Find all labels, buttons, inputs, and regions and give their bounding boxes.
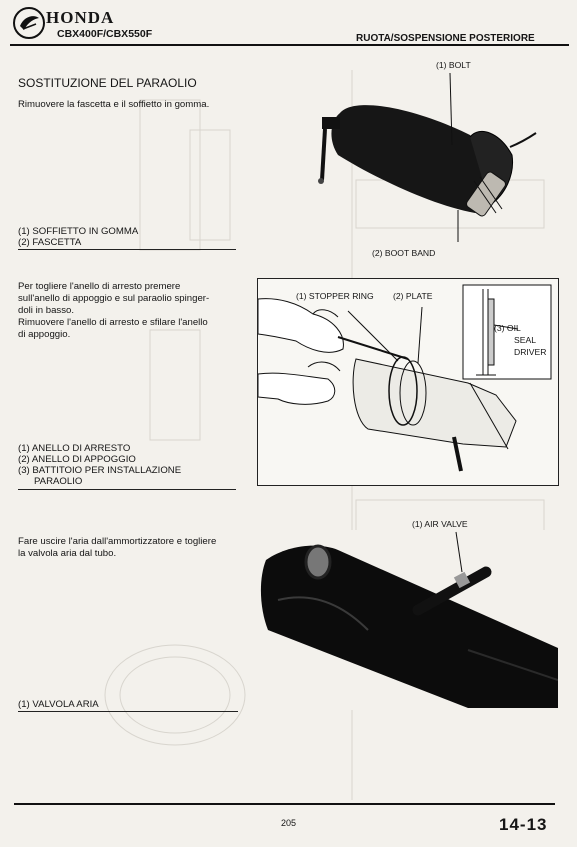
page-number: 205 [281,818,297,828]
leader-line [418,307,422,363]
legend-item: (2) FASCETTA [18,237,82,248]
label-plate: (2) PLATE [393,291,433,301]
step3-text [18,536,240,560]
text-line: la valvola aria dal tubo. [18,548,117,559]
stopper-ring-illustration [258,279,558,485]
step2-rule [18,489,236,490]
text-line: di appoggio. [18,329,71,340]
text-line: doli in basso. [18,305,74,316]
legend-item: PARAOLIO [34,476,83,487]
label-air-valve: (1) AIR VALVE [412,519,468,529]
figure-stopper-ring [257,278,559,486]
page-code: 14-13 [499,815,548,834]
text-line: Per togliere l'anello di arresto premere [18,281,181,292]
legend-item: (1) ANELLO DI ARRESTO [18,443,131,454]
step1-legend [18,226,138,248]
footer-rule [14,803,555,805]
legend-item: (1) SOFFIETTO IN GOMMA [18,226,139,237]
step2-legend [18,443,181,487]
legend-item: (3) BATTITOIO PER INSTALLAZIONE [18,465,182,476]
label-line: DRIVER [514,347,547,357]
shock-body-illustration [318,105,536,217]
label-oil-seal-driver [494,322,546,358]
label-bolt: (1) BOLT [436,60,471,70]
text-line: sull'anello di appoggio e sul paraolio spinger- [18,293,210,304]
header-rule [10,44,569,46]
step3-legend [18,699,99,710]
figure-air-valve [258,530,558,710]
page-title: SOSTITUZIONE DEL PARAOLIO [18,76,197,90]
honda-wing-logo [12,6,46,40]
step1-text: Rimuovere la fascetta e il soffietto in gomma. [18,99,210,110]
brand-name: HONDA [46,8,115,27]
text-line: Rimuovere l'anello di arresto e sfilare l'anello [18,317,208,328]
text-line: Fare uscire l'aria dall'ammortizzatore e togliere [18,536,217,547]
model-name: CBX400F/CBX550F [57,28,153,40]
label-stopper-ring: (1) STOPPER RING [296,291,374,301]
step3-rule [18,711,238,712]
label-line: SEAL [514,335,536,345]
legend-item: (2) ANELLO DI APPOGGIO [18,454,136,465]
leader-line [348,311,398,361]
legend-item: (1) VALVOLA ARIA [18,699,99,710]
step1-rule [18,249,236,250]
section-title: RUOTA/SOSPENSIONE POSTERIORE [356,33,535,44]
label-line: (3) OIL [494,323,521,333]
label-boot-band: (2) BOOT BAND [372,248,436,258]
figure-boot-band [300,55,540,265]
step2-text [18,281,240,341]
